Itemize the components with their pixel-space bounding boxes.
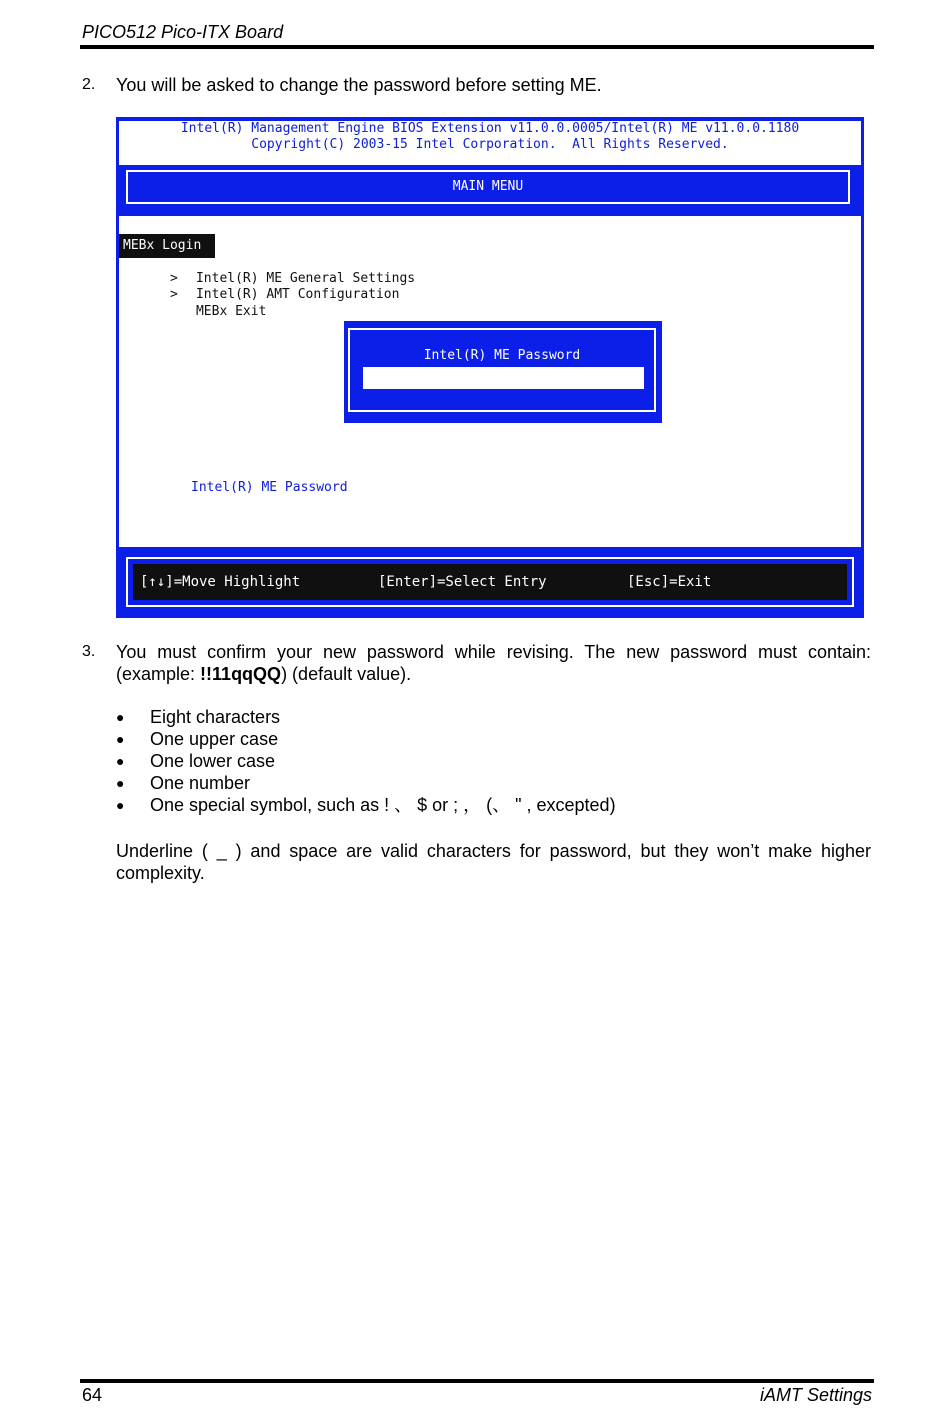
menu-item-label: MEBx Exit: [195, 304, 267, 319]
step-2-number: 2.: [82, 76, 96, 93]
password-dialog-frame: [348, 328, 656, 412]
list-item: ● One number: [116, 772, 616, 794]
list-item: ● Eight characters: [116, 706, 616, 728]
mebx-body: [119, 216, 861, 547]
footer-rule: [80, 1379, 874, 1383]
step-3-number: 3.: [82, 643, 96, 660]
main-menu-bar: MAIN MENU: [126, 170, 850, 204]
status-exit: [Esc]=Exit: [627, 574, 712, 590]
help-text: Intel(R) ME Password: [191, 480, 348, 495]
mebx-title-line-2: Copyright(C) 2003-15 Intel Corporation. All Rights Reserved.: [251, 137, 729, 152]
step-3-text-before: You must confirm your new password while revising. The new password must contain: (example:: [116, 642, 871, 684]
list-item: ● One lower case: [116, 750, 616, 772]
password-dialog: [344, 321, 662, 423]
page-number: 64: [82, 1385, 103, 1405]
password-dialog-title: Intel(R) ME Password: [423, 348, 581, 363]
status-select-entry: [Enter]=Select Entry: [378, 574, 547, 590]
header-rule: [80, 45, 874, 49]
step-2-text: You will be asked to change the password before setting ME.: [116, 75, 602, 95]
list-item: ● One upper case: [116, 728, 616, 750]
footer-section-title: iAMT Settings: [759, 1385, 872, 1405]
password-example: !!11qqQQ: [200, 664, 282, 684]
menu-item-label: Intel(R) AMT Configuration: [195, 287, 400, 302]
mebx-login-tab[interactable]: MEBx Login: [119, 234, 215, 258]
status-move-highlight: [↑↓]=Move Highlight: [140, 574, 301, 590]
mebx-title-banner: [119, 121, 861, 165]
submenu-arrow-icon: >: [169, 271, 178, 286]
list-item: ● One special symbol, such as ! 、 $ or ; ， (、 " , excepted): [116, 794, 616, 816]
submenu-arrow-icon: >: [169, 287, 178, 302]
mebx-screenshot: [116, 117, 864, 618]
status-bar-frame: [126, 557, 854, 607]
step-3-text-after: ) (default value).: [281, 664, 412, 684]
password-requirements-list: [116, 706, 616, 816]
mebx-title-line-1: Intel(R) Management Engine BIOS Extension v11.0.0.0005/Intel(R) ME v11.0.0.1180: [180, 121, 800, 136]
status-bar: [133, 564, 847, 600]
underline-space-note: Underline ( _ ) and space are valid characters for password, but they won’t make higher complexity.: [116, 841, 871, 883]
step-3-text: [116, 641, 871, 685]
menu-item-label: Intel(R) ME General Settings: [195, 271, 416, 286]
menu-item-mebx-exit[interactable]: [123, 289, 266, 334]
password-input[interactable]: [363, 367, 644, 389]
page-header-title: PICO512 Pico-ITX Board: [82, 22, 284, 42]
